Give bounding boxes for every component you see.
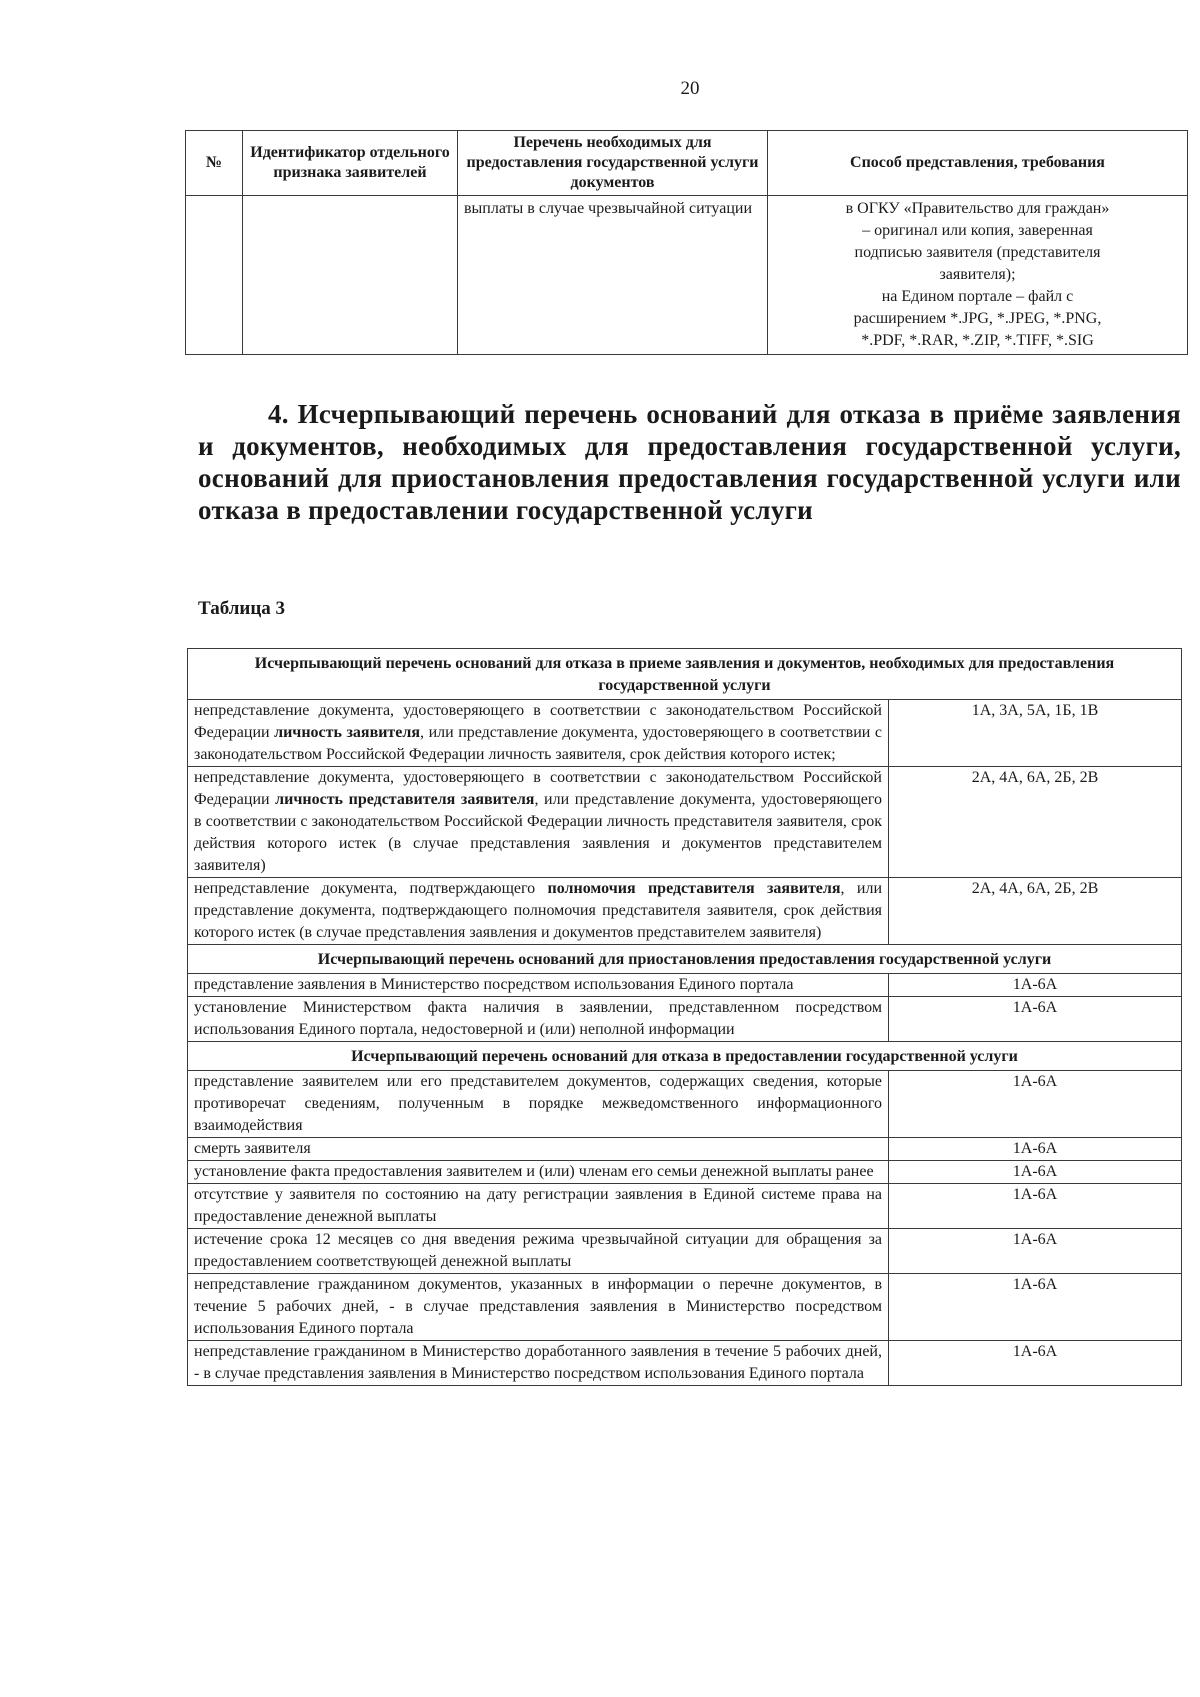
table-row [188, 878, 1182, 945]
method-line: *.PDF, *.RAR, *.ZIP, *.TIFF, *.SIG [861, 332, 1094, 349]
reason-cell: истечение срока 12 месяцев со дня введения режима чрезвычайной ситуации для обращения за предоставлением соответствующей денежной выплаты [188, 1229, 889, 1274]
table-row [188, 1184, 1182, 1229]
header-documents: Перечень необходимых для предоставления государственной услуги документов [458, 131, 768, 196]
header-number: № [186, 131, 243, 196]
table-row [186, 196, 1188, 355]
method-line: расширением *.JPG, *.JPEG, *.PNG, [853, 310, 1102, 327]
method-line: на Едином портале – файл с [881, 288, 1074, 305]
codes-cell: 2А, 4А, 6А, 2Б, 2В [889, 767, 1182, 878]
codes-cell: 1А-6А [889, 1138, 1182, 1161]
group-header-refusal-acceptance: Исчерпывающий перечень оснований для отказа в приеме заявления и документов, необходимых для предоставления государственной услуги [188, 649, 1182, 700]
codes-cell: 1А-6А [889, 1341, 1182, 1386]
table-row [188, 1274, 1182, 1341]
reason-cell: представление заявителем или его представителем документов, содержащих сведения, которые противоречат сведениям, полученным в порядке межведомственного информационного взаимодействия [188, 1071, 889, 1138]
codes-cell: 1А-6А [889, 974, 1182, 997]
table-header-row [186, 131, 1188, 196]
section-title: 4. Исчерпывающий перечень оснований для отказа в приёме заявления и документов, необходимых для предоставления государственной услуги, оснований для приостановления предоставления государственной услуги или отказа в предоставлении государственной услуги [198, 399, 1181, 525]
table-caption: Таблица 3 [198, 598, 286, 619]
reason-cell: установление факта предоставления заявителем и (или) членам его семьи денежной выплаты ранее [188, 1161, 889, 1184]
codes-cell: 1А-6А [889, 1184, 1182, 1229]
cell-documents: выплаты в случае чрезвычайной ситуации [458, 196, 768, 355]
table-row [188, 767, 1182, 878]
table-row [188, 1229, 1182, 1274]
group-header-row [188, 1042, 1182, 1071]
cell-identifier [243, 196, 458, 355]
reason-cell: смерть заявителя [188, 1138, 889, 1161]
reason-cell: непредставление документа, подтверждающего полномочия представителя заявителя, или представление документа, подтверждающего полномочия представителя заявителя, срок действия которого истек (в случае представления заявления и документов представителем заявителя) [188, 878, 889, 945]
table-row [188, 974, 1182, 997]
codes-cell: 1А-6А [889, 1274, 1182, 1341]
codes-cell: 1А-6А [889, 1229, 1182, 1274]
table-row [188, 700, 1182, 767]
codes-cell: 1А-6А [889, 1161, 1182, 1184]
reason-cell: непредставление гражданином в Министерство доработанного заявления в течение 5 рабочих дней, - в случае представления заявления в Министерство посредством использования Единого портала [188, 1341, 889, 1386]
method-line: в ОГКУ «Правительство для граждан» [845, 200, 1110, 217]
header-identifier: Идентификатор отдельного признака заявителей [243, 131, 458, 196]
codes-cell: 2А, 4А, 6А, 2Б, 2В [889, 878, 1182, 945]
reason-cell: непредставление документа, удостоверяющего в соответствии с законодательством Российской Федерации личность заявителя, или представление документа, удостоверяющего в соответствии с законодательством Российской Федерации личность заявителя, срок действия которого истек; [188, 700, 889, 767]
table-row [188, 1341, 1182, 1386]
reason-cell: непредставление гражданином документов, указанных в информации о перечне документов, в течение 5 рабочих дней, - в случае представления заявления в Министерство посредством использования Единого портала [188, 1274, 889, 1341]
group-header-row [188, 649, 1182, 700]
requirements-table [185, 130, 1188, 355]
section-heading [198, 398, 1181, 526]
cell-method [768, 196, 1188, 355]
method-line: заявителя); [939, 266, 1016, 283]
reason-cell: установление Министерством факта наличия в заявлении, представленном посредством использования Единого портала, недостоверной и (или) неполной информации [188, 997, 889, 1042]
method-line: подписью заявителя (представителя [854, 244, 1101, 261]
reason-cell: отсутствие у заявителя по состоянию на дату регистрации заявления в Единой системе права на предоставление денежной выплаты [188, 1184, 889, 1229]
page-number: 20 [680, 78, 700, 99]
table-row [188, 1071, 1182, 1138]
grounds-table [187, 648, 1182, 1386]
group-header-row [188, 945, 1182, 974]
table-row [188, 1161, 1182, 1184]
table-row [188, 997, 1182, 1042]
table-row [188, 1138, 1182, 1161]
method-line: – оригинал или копия, заверенная [862, 222, 1093, 239]
codes-cell: 1А, 3А, 5А, 1Б, 1В [889, 700, 1182, 767]
group-header-suspension: Исчерпывающий перечень оснований для приостановления предоставления государственной услуги [188, 945, 1182, 974]
cell-number [186, 196, 243, 355]
codes-cell: 1А-6А [889, 997, 1182, 1042]
reason-cell: непредставление документа, удостоверяющего в соответствии с законодательством Российской Федерации личность представителя заявителя, или представление документа, удостоверяющего в соответствии с законодательством Российской Федерации личность представителя заявителя, срок действия которого истек (в случае представления заявления и документов представителем заявителя) [188, 767, 889, 878]
header-method: Способ представления, требования [768, 131, 1188, 196]
reason-cell: представление заявления в Министерство посредством использования Единого портала [188, 974, 889, 997]
codes-cell: 1А-6А [889, 1071, 1182, 1138]
group-header-refusal-service: Исчерпывающий перечень оснований для отказа в предоставлении государственной услуги [188, 1042, 1182, 1071]
